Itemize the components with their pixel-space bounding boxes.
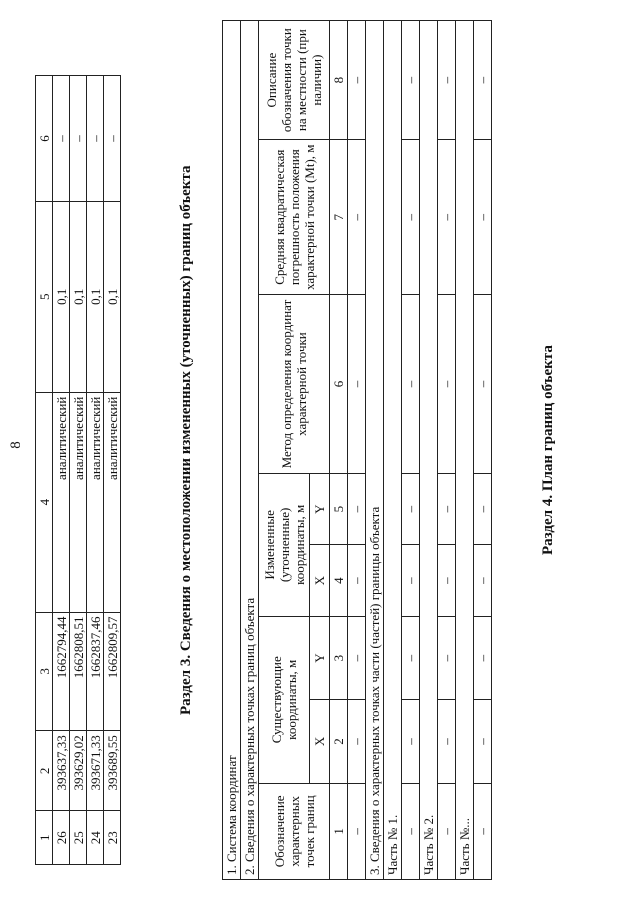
table-cell: – xyxy=(348,545,366,616)
table-cell: 1662837,46 xyxy=(87,612,104,731)
column-number: 5 xyxy=(330,473,348,544)
table-cell: – xyxy=(438,21,456,140)
table-cell: – xyxy=(348,295,366,474)
header-existing-coords: Существующие координаты, м xyxy=(259,616,310,783)
column-number: 2 xyxy=(330,700,348,783)
table-cell: 25 xyxy=(70,811,87,865)
table-cell: – xyxy=(87,76,104,202)
table-cell: – xyxy=(438,140,456,295)
header-changed-coords: Измененные (уточненные) координаты, м xyxy=(259,473,310,616)
column-number: 8 xyxy=(330,21,348,140)
table-header-row xyxy=(36,76,53,865)
table-row xyxy=(53,76,70,865)
part-label: Часть № 1. xyxy=(384,21,402,880)
table-cell: – xyxy=(474,783,492,879)
column-number: 1 xyxy=(330,783,348,879)
table-cell: – xyxy=(348,473,366,544)
section-4-title: Раздел 4. План границ объекта xyxy=(540,345,556,555)
header-x: X xyxy=(310,545,330,616)
table-cell: – xyxy=(474,295,492,474)
table-cell: – xyxy=(348,140,366,295)
header-cell: 5 xyxy=(36,201,53,392)
table-cell: 393671,33 xyxy=(87,731,104,811)
table-cell: 393629,02 xyxy=(70,731,87,811)
boundary-points-table xyxy=(222,20,492,880)
table-cell: – xyxy=(474,545,492,616)
table-row xyxy=(402,21,420,880)
section-3-title: Раздел 3. Сведения о местоположении измененных (уточненных) границ объекта xyxy=(178,165,194,715)
header-y: Y xyxy=(310,616,330,699)
table-cell: – xyxy=(402,783,420,879)
table-cell: 1662809,57 xyxy=(104,612,121,731)
header-row xyxy=(259,21,310,880)
header-description: Описание обозначения точки на местности (при наличии) xyxy=(259,21,330,140)
table-cell: 23 xyxy=(104,811,121,865)
table-cell: аналитический xyxy=(87,392,104,612)
header-method: Метод определения координат характерной точки xyxy=(259,295,330,474)
table-cell: – xyxy=(402,545,420,616)
table-cell: 0,1 xyxy=(53,201,70,392)
points-caption: 2. Сведения о характерных точках границ объекта xyxy=(241,21,259,880)
column-number: 4 xyxy=(330,545,348,616)
column-numbers-row xyxy=(330,21,348,880)
part-label: Часть №... xyxy=(456,21,474,880)
table-cell: – xyxy=(70,76,87,202)
table-row xyxy=(438,21,456,880)
table-row xyxy=(70,76,87,865)
table-cell: – xyxy=(402,700,420,783)
header-cell: 3 xyxy=(36,612,53,731)
table-cell: – xyxy=(348,700,366,783)
table-cell: – xyxy=(474,21,492,140)
table-cell: – xyxy=(104,76,121,202)
table-row xyxy=(348,21,366,880)
table-cell: – xyxy=(348,21,366,140)
table-cell: – xyxy=(438,616,456,699)
table-cell: 24 xyxy=(87,811,104,865)
header-point-designation: Обозначение характерных точек границ xyxy=(259,783,330,879)
table-cell: 0,1 xyxy=(87,201,104,392)
column-number: 6 xyxy=(330,295,348,474)
page-number: 8 xyxy=(8,441,24,449)
table-cell: – xyxy=(53,76,70,202)
table-cell: – xyxy=(402,616,420,699)
table-cell: 393689,55 xyxy=(104,731,121,811)
table-cell: – xyxy=(402,295,420,474)
table-row xyxy=(104,76,121,865)
table-cell: – xyxy=(438,700,456,783)
table-cell: – xyxy=(474,473,492,544)
header-cell: 2 xyxy=(36,731,53,811)
table-cell: – xyxy=(348,783,366,879)
column-number: 7 xyxy=(330,140,348,295)
table-cell: – xyxy=(402,21,420,140)
table-cell: – xyxy=(438,545,456,616)
table-cell: – xyxy=(438,295,456,474)
coord-system-label: 1. Система координат xyxy=(223,21,241,880)
coordinates-table xyxy=(35,75,121,865)
header-cell: 6 xyxy=(36,76,53,202)
table-cell: аналитический xyxy=(104,392,121,612)
table-cell: – xyxy=(438,473,456,544)
table-cell: 0,1 xyxy=(104,201,121,392)
table-row xyxy=(474,21,492,880)
header-cell: 4 xyxy=(36,392,53,612)
table-cell: 0,1 xyxy=(70,201,87,392)
table-cell: 1662808,51 xyxy=(70,612,87,731)
parts-caption: 3. Сведения о характерных точках части (частей) границы объекта xyxy=(366,21,384,880)
table-cell: – xyxy=(474,700,492,783)
table-cell: 26 xyxy=(53,811,70,865)
header-accuracy: Средняя квадратическая погрешность положения характерной точки (Mt), м xyxy=(259,140,330,295)
table-cell: – xyxy=(402,140,420,295)
header-y: Y xyxy=(310,473,330,544)
table-cell: – xyxy=(438,783,456,879)
table-cell: 1662794,44 xyxy=(53,612,70,731)
column-number: 3 xyxy=(330,616,348,699)
table-cell: – xyxy=(474,140,492,295)
part-label: Часть № 2. xyxy=(420,21,438,880)
table-cell: аналитический xyxy=(53,392,70,612)
table-cell: – xyxy=(474,616,492,699)
header-cell: 1 xyxy=(36,811,53,865)
table-cell: 393637,33 xyxy=(53,731,70,811)
table-cell: аналитический xyxy=(70,392,87,612)
header-x: X xyxy=(310,700,330,783)
table-cell: – xyxy=(348,616,366,699)
table-cell: – xyxy=(402,473,420,544)
table-row xyxy=(87,76,104,865)
